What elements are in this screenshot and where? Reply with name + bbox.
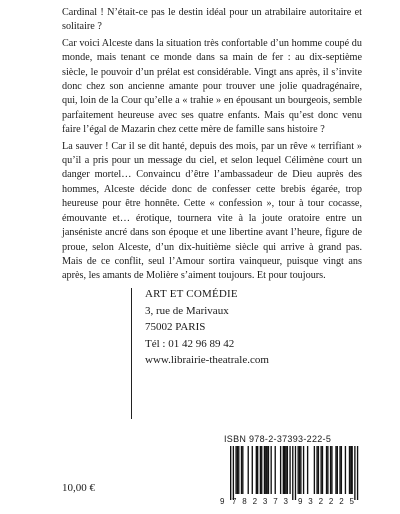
barcode-bar bbox=[287, 446, 288, 494]
barcode-bar bbox=[322, 446, 323, 494]
barcode-bars bbox=[230, 446, 358, 500]
blurb-paragraph: Cardinal ! N’était-ce pas le destin idéal pour un atrabilaire autoritaire et solitaire ? bbox=[62, 7, 362, 33]
barcode bbox=[218, 446, 366, 506]
barcode-bar bbox=[284, 446, 285, 494]
barcode-bar bbox=[339, 446, 340, 494]
publisher-name: ART ET COMÉDIE bbox=[145, 288, 238, 300]
barcode-bar bbox=[331, 446, 332, 494]
barcode-bar bbox=[280, 446, 281, 494]
barcode-bar bbox=[300, 446, 301, 494]
barcode-bar bbox=[295, 446, 296, 500]
barcode-bar bbox=[326, 446, 327, 494]
barcode-bar bbox=[352, 446, 353, 494]
barcode-bar bbox=[242, 446, 243, 494]
barcode-bar bbox=[230, 446, 231, 500]
isbn-label: ISBN 978-2-37393-222-5 bbox=[224, 434, 332, 444]
publisher-phone: Tél : 01 42 96 89 42 bbox=[145, 337, 235, 350]
barcode-bar bbox=[330, 446, 331, 494]
publisher-city: 75002 PARIS bbox=[145, 321, 206, 333]
barcode-bar bbox=[316, 446, 317, 494]
barcode-digit-group: 9 bbox=[220, 497, 225, 506]
publisher-divider bbox=[131, 288, 132, 419]
barcode-bar bbox=[235, 446, 236, 494]
barcode-bar bbox=[241, 446, 242, 494]
barcode-bar bbox=[341, 446, 342, 494]
barcode-digit-group: 932225 bbox=[298, 497, 354, 506]
publisher-street: 3, rue de Marivaux bbox=[145, 304, 229, 317]
barcode-bar bbox=[257, 446, 258, 494]
barcode-bar bbox=[307, 446, 308, 494]
publisher-block bbox=[145, 286, 345, 369]
barcode-bar bbox=[237, 446, 238, 494]
barcode-bar bbox=[335, 446, 336, 494]
barcode-bar bbox=[283, 446, 284, 494]
blurb-paragraph: Car voici Alceste dans la situation très confortable d’un homme coupé du monde, mais tenant ce monde dans sa main de fer : au dix-septième siècle, le pouvoir d’un prélat est considérable. Vingt ans après, il s’invite donc chez son ancienne amante pour trouver une jolie quadragénaire, qui, loin de la Cour qu’elle a « trahie » en épousant un bourgeois, semble parfaitement heureuse avec ses quatre enfants. Mais qu’est donc venu faire l’égal de Mazarin chez cette mère de famille sans histoire ? bbox=[62, 37, 362, 136]
barcode-bar bbox=[345, 446, 346, 494]
barcode-bar bbox=[252, 446, 253, 494]
barcode-bar bbox=[285, 446, 286, 494]
barcode-digit-group: 782373 bbox=[232, 497, 288, 506]
price: 10,00 € bbox=[62, 482, 95, 494]
barcode-bar bbox=[350, 446, 351, 494]
barcode-bar bbox=[265, 446, 266, 494]
barcode-bar bbox=[238, 446, 239, 494]
barcode-bar bbox=[264, 446, 265, 494]
barcode-bar bbox=[275, 446, 276, 494]
barcode-bar bbox=[271, 446, 272, 494]
barcode-bar bbox=[327, 446, 328, 494]
barcode-bar bbox=[320, 446, 321, 494]
barcode-bar bbox=[298, 446, 299, 494]
barcode-bar bbox=[349, 446, 350, 494]
barcode-bar bbox=[256, 446, 257, 494]
publisher-website: www.librairie-theatrale.com bbox=[145, 354, 269, 366]
blurb-paragraph: La sauver ! Car il se dit hanté, depuis des mois, par un rêve « terrifiant » qu’il a pris pour un message du ciel, et selon lequel Célimène court un danger mortel… Convaincu d’être l’ambassadeur de Dieu auprès des hommes, Alceste décide donc de confesser cette brebis égarée, trop heureuse pour être honnête. Cette « confession », tour à tour cocasse, émouvante et… érotique, tournera vite à la joute oratoire entre un janséniste ancré dans son époque et une libertine avant l’heure, figure de proue, selon Alceste, d’un dix-huitième siècle qui arrive à grand pas. Mais de ce conflit, seul l’Amour sortira vainqueur, puisque vingt ans après, les amants de Molière s’aiment toujours. Et pour toujours. bbox=[62, 140, 362, 282]
barcode-bar bbox=[266, 446, 267, 494]
barcode-bar bbox=[233, 446, 234, 500]
barcode-bar bbox=[248, 446, 249, 494]
barcode-bar bbox=[314, 446, 315, 494]
barcode-bar bbox=[299, 446, 300, 494]
barcode-bar bbox=[292, 446, 293, 500]
barcode-bar bbox=[337, 446, 338, 494]
barcode-bar bbox=[357, 446, 358, 500]
barcode-bar bbox=[260, 446, 261, 494]
barcode-bar bbox=[303, 446, 304, 494]
barcode-bar bbox=[268, 446, 269, 494]
back-cover-blurb bbox=[62, 6, 362, 286]
barcode-bar bbox=[261, 446, 262, 494]
barcode-bar bbox=[354, 446, 355, 500]
barcode-bar bbox=[289, 446, 290, 494]
barcode-bar bbox=[318, 446, 319, 494]
